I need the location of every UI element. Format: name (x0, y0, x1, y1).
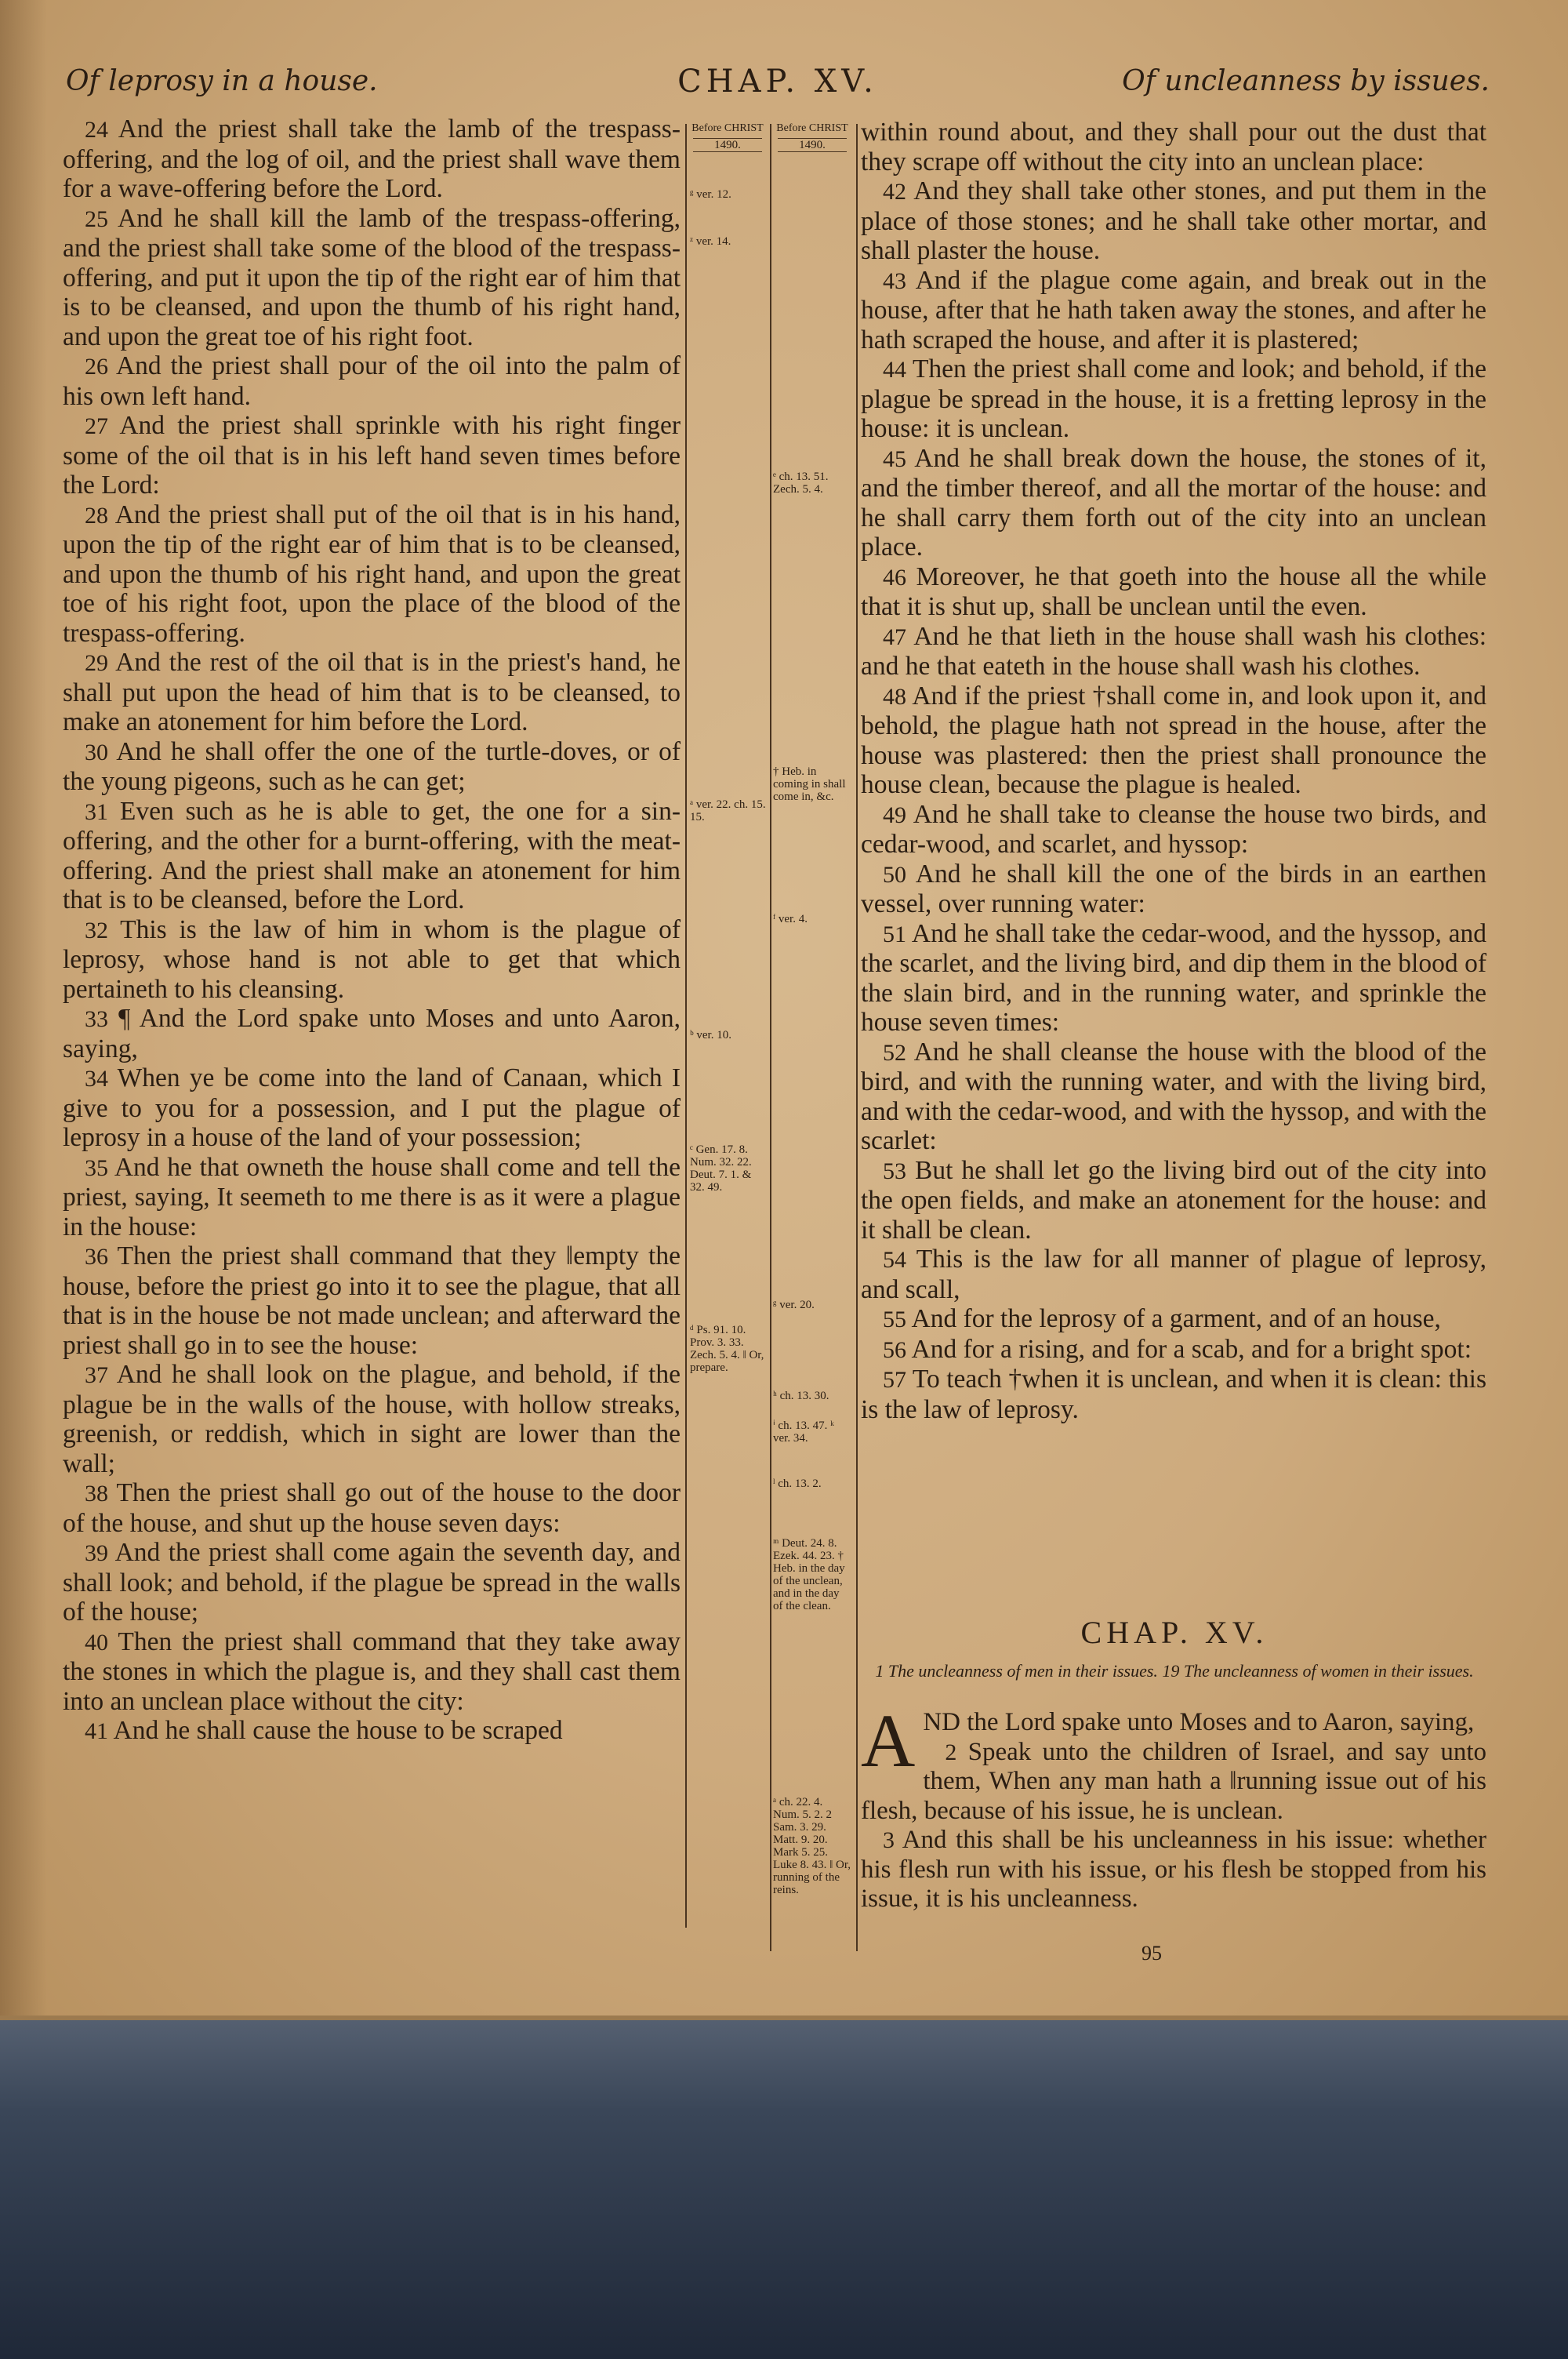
verse: 36 Then the priest shall command that they ‖empty the house, before the priest go into it to see the plague, that all that is in the house be not made unclean; and afterward the priest shall go in to see the house: (63, 1241, 681, 1360)
cross-reference: ᵉ ch. 13. 51. Zech. 5. 4. (773, 471, 829, 496)
verse: 30 And he shall offer the one of the turtle-doves, or of the young pigeons, such as he can get; (63, 736, 681, 796)
verse: 50 And he shall kill the one of the birds in an earthen vessel, over running water: (861, 859, 1486, 918)
cross-reference: ᵍ ver. 12. (690, 188, 731, 201)
verse: 35 And he that owneth the house shall come and tell the priest, saying, It seemeth to me there is as it were a plague in the house: (63, 1152, 681, 1241)
verse: 42 And they shall take other stones, and put them in the place of those stones; and he shall take other mortar, and shall plaster the house. (861, 176, 1486, 265)
chapter-heading: CHAP. XV. (1080, 1615, 1269, 1650)
verse: 34 When ye be come into the land of Canaan, which I give to you for a possession, and I put the plague of leprosy in a house of the land of your possession; (63, 1063, 681, 1152)
verse: 44 Then the priest shall come and look; and behold, if the plague be spread in the house, it is a fretting leprosy in the house: it is unclean. (861, 354, 1486, 443)
verse: 48 And if the priest †shall come in, and look upon it, and behold, the plague hath not spread in the house, after the house was plastered: then the priest shall pronounce the house clean, because the plague is healed. (861, 681, 1486, 799)
verse: 54 This is the law for all manner of plague of leprosy, and scall, (861, 1245, 1486, 1304)
verse: 2 Speak unto the children of Israel, and say unto them, When any man hath a ‖running issue out of his flesh, because of his issue, he is unclean. (861, 1737, 1487, 1825)
verse: 49 And he shall take to cleanse the house two birds, and cedar-wood, and scarlet, and hyssop: (861, 799, 1486, 859)
verse: 28 And the priest shall put of the oil that is in his hand, upon the tip of the right ear of him that is to be cleansed, and upon the thumb of his right hand, and upon the great toe of his right foot, upon the place of the blood of the trespass-offering. (63, 500, 681, 648)
verse: 53 But he shall let go the living bird out of the city into the open fields, and make an atonement for the house: and it shall be clean. (861, 1155, 1487, 1245)
verse: 27 And the priest shall sprinkle with his right finger some of the oil that is in his left hand seven times before the Lord: (63, 411, 681, 500)
running-head-left: Of leprosy in a house. (66, 65, 378, 97)
verse: 46 Moreover, he that goeth into the house all the while that it is shut up, shall be unclean until the even. (861, 562, 1487, 621)
era-label-left: Before CHRIST 1490. (691, 122, 764, 151)
cross-reference: ʰ ch. 13. 30. (773, 1390, 829, 1402)
verse: 57 To teach †when it is unclean, and when it is clean: this is the law of leprosy. (861, 1365, 1486, 1424)
running-head-chapter: CHAP. XV. (677, 64, 878, 100)
era-label-right: Before CHRIST 1490. (776, 122, 848, 151)
cross-reference: ˡ ch. 13. 2. (773, 1478, 822, 1490)
cross-reference: ᶜ Gen. 17. 8. Num. 32. 22. Deut. 7. 1. & 32. 49. (690, 1143, 752, 1194)
verse: 39 And the priest shall come again the seventh day, and shall look; and behold, if the plague be spread in the walls of the house; (63, 1538, 681, 1627)
verse: 33 ¶ And the Lord spake unto Moses and unto Aaron, saying, (63, 1004, 681, 1063)
verse: 47 And he that lieth in the house shall wash his clothes: and he that eateth in the house shall wash his clothes. (861, 621, 1486, 681)
cross-reference: ⁱ ch. 13. 47. ᵏ ver. 34. (773, 1419, 834, 1445)
verse: 52 And he shall cleanse the house with the blood of the bird, and with the running water, and with the living bird, and with the cedar-wood, and with the hyssop, and with the scarlet: (861, 1037, 1486, 1155)
verse: 24 And the priest shall take the lamb of the trespass-offering, and the log of oil, and the priest shall wave them for a wave-offering before the Lord. (63, 114, 681, 203)
verse: 37 And he shall look on the plague, and behold, if the plague be in the walls of the house, with hollow streaks, greenish, or reddish, which in sight are lower than the wall; (63, 1360, 681, 1478)
verse: 32 This is the law of him in whom is the plague of leprosy, whose hand is not able to get that which pertaineth to his cleansing. (63, 914, 681, 1004)
verse: 26 And the priest shall pour of the oil into the palm of his own left hand. (63, 351, 681, 411)
page-number: 95 (1142, 1942, 1162, 1965)
cross-reference: ᵐ Deut. 24. 8. Ezek. 44. 23. † Heb. in the day of the unclean, and in the day of the clean. (773, 1537, 845, 1612)
column-rule (856, 124, 858, 1951)
verse: 43 And if the plague come again, and break out in the house, after that he hath taken away the stones, and after he hath scraped the house, and after it is plastered; (861, 265, 1486, 354)
cross-reference: ᵃ ch. 22. 4. Num. 5. 2. 2 Sam. 3. 29. Matt. 9. 20. Mark 5. 25. Luke 8. 43. ‖ Or, running of the reins. (773, 1796, 851, 1896)
verse: 3 And this shall be his uncleanness in his issue: whether his flesh run with his issue, or his flesh be stopped from his issue, it is his uncleanness. (861, 1826, 1486, 1913)
right-text-column (861, 118, 1486, 1424)
verse: 55 And for the leprosy of a garment, and of an house, (883, 1304, 1441, 1333)
column-rule (685, 124, 687, 1928)
left-text-column (63, 114, 681, 1747)
verse: 25 And he shall kill the lamb of the trespass-offering, and the priest shall take some of the blood of the trespass-offering, and put it upon the tip of the right ear of him that is to be cleansed, and upon the thumb of his right hand, and upon the great toe of his right foot. (63, 203, 681, 351)
cross-reference: † Heb. in coming in shall come in, &c. (773, 765, 846, 803)
cross-reference: ᵍ ver. 20. (773, 1299, 815, 1311)
cross-reference: ᵇ ver. 10. (690, 1029, 731, 1041)
column-rule (770, 124, 771, 1951)
verse: 29 And the rest of the oil that is in the priest's hand, he shall put upon the head of him that is to be cleansed, to make an atonement for him before the Lord. (63, 648, 681, 736)
cross-reference: ᶻ ver. 14. (690, 235, 731, 248)
verse: AND the Lord spake unto Moses and to Aaron, saying, (861, 1699, 1475, 1783)
verse: 41 And he shall cause the house to be scraped (85, 1716, 563, 1745)
cross-reference: ᵈ Ps. 91. 10. Prov. 3. 33. Zech. 5. 4. ‖ Or, prepare. (690, 1324, 764, 1374)
verse: 51 And he shall take the cedar-wood, and the hyssop, and the scarlet, and the living bird, and dip them in the blood of the slain bird, and in the running water, and sprinkle the house seven times: (861, 918, 1487, 1037)
verse: 45 And he shall break down the house, the stones of it, and the timber thereof, and all the mortar of the house: and he shall carry them forth out of the city into an unclean place. (861, 443, 1486, 562)
chapter-15-opening (861, 1699, 1487, 1914)
verse: 31 Even such as he is able to get, the one for a sin-offering, and the other for a burnt-offering, with the meat-offering. And the priest shall make an atonement for him that is to be cleansed, before the Lord. (63, 796, 681, 914)
drop-cap: A (861, 1699, 916, 1783)
verse: 40 Then the priest shall command that they take away the stones in which the plague is, and they shall cast them into an unclean place without the city: (63, 1627, 681, 1716)
cross-reference: ᶠ ver. 4. (773, 913, 808, 925)
verse-continuation: within round about, and they shall pour out the dust that they scrape off without the city into an unclean place: (861, 118, 1486, 176)
running-head-right: Of uncleanness by issues. (1122, 65, 1490, 97)
chapter-summary: 1 The uncleanness of men in their issues. 19 The uncleanness of women in their issues. (875, 1661, 1474, 1681)
cross-reference: ᵃ ver. 22. ch. 15. 15. (690, 798, 766, 823)
verse: 56 And for a rising, and for a scab, and for a bright spot: (883, 1334, 1472, 1364)
verse: 38 Then the priest shall go out of the house to the door of the house, and shut up the house seven days: (63, 1478, 681, 1538)
